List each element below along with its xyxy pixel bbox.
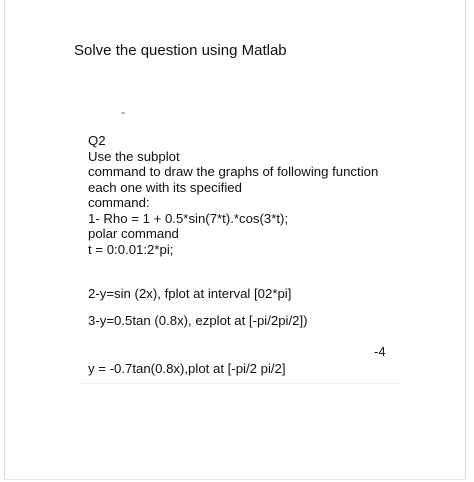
question-block bbox=[88, 133, 428, 257]
item-4-number: -4 bbox=[374, 344, 386, 359]
item-2: 2-y=sin (2x), fplot at interval [02*pi] bbox=[88, 286, 292, 301]
dash-mark: - bbox=[121, 105, 125, 119]
item-1-command: polar command bbox=[88, 226, 179, 241]
question-line: each one with its specified bbox=[88, 179, 242, 195]
page-heading: Solve the question using Matlab bbox=[74, 42, 287, 59]
item-3: 3-y=0.5tan (0.8x), ezplot at [-pi/2pi/2]) bbox=[88, 313, 308, 328]
divider bbox=[80, 383, 400, 384]
question-line: Use the subplot bbox=[88, 148, 180, 164]
item-1-range: t = 0:0.01:2*pi; bbox=[88, 241, 174, 257]
item-4: y = -0.7tan(0.8x),plot at [-pi/2 pi/2] bbox=[88, 361, 286, 376]
question-number: Q2 bbox=[88, 133, 106, 148]
question-line: command to draw the graphs of following function bbox=[88, 164, 379, 179]
question-line: command: bbox=[88, 195, 150, 210]
item-1-equation: 1- Rho = 1 + 0.5*sin(7*t).*cos(3*t); bbox=[88, 210, 289, 226]
